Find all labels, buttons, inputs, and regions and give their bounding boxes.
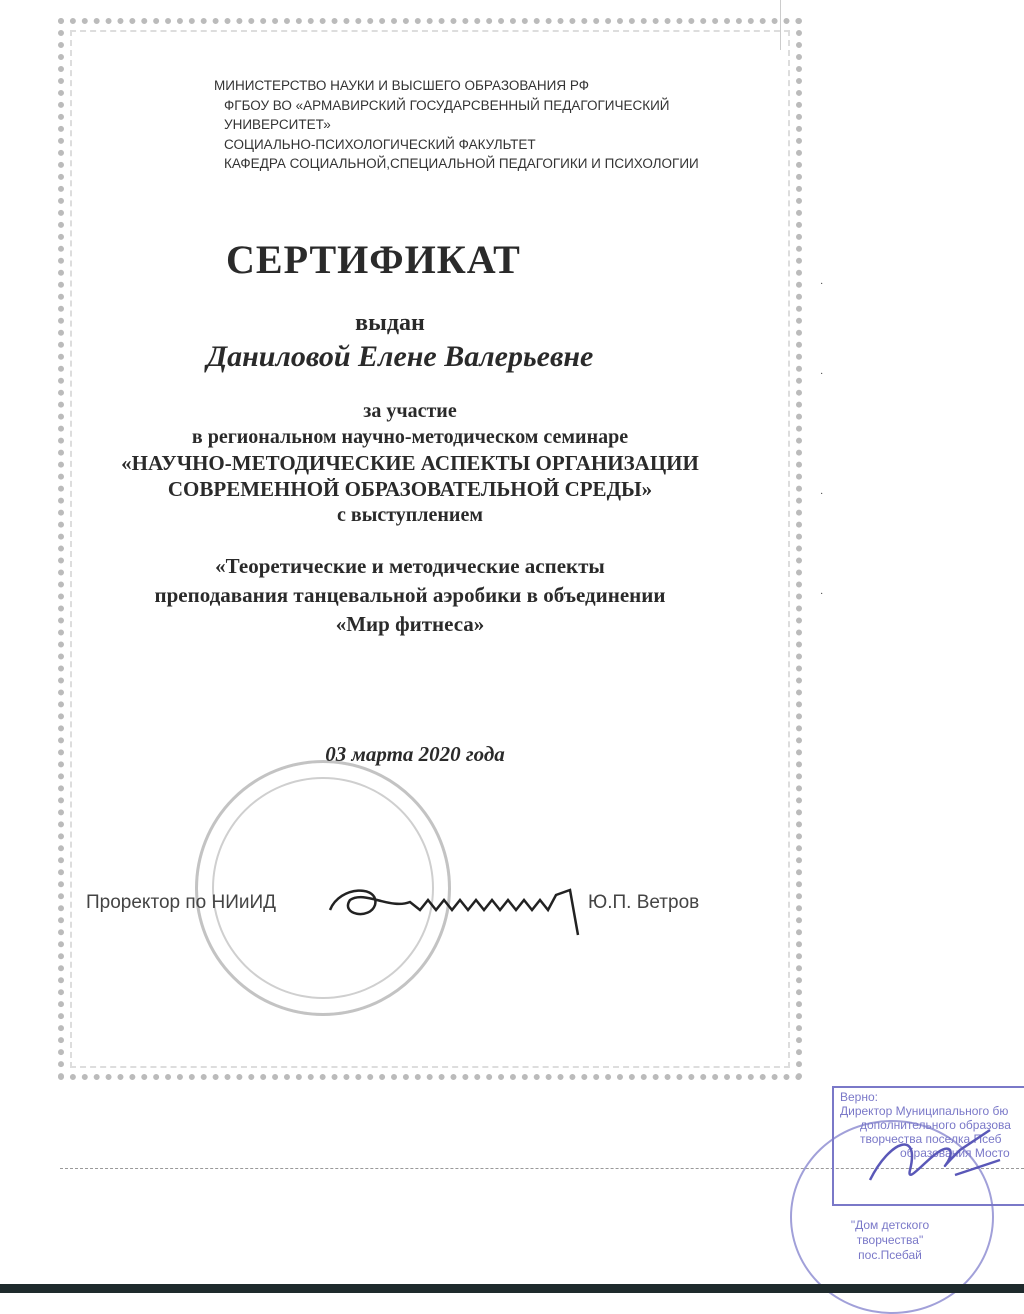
scan-specks: · · · · [820,279,824,600]
body-line: СОВРЕМЕННОЙ ОБРАЗОВАТЕЛЬНОЙ СРЕДЫ» [167,477,653,501]
header-line: МИНИСТЕРСТВО НАУКИ И ВЫСШЕГО ОБРАЗОВАНИЯ РФ [214,78,590,93]
body-line: в региональном научно-методическом семинаре [191,426,629,448]
round-stamp-line: творчества" [856,1233,924,1247]
stamp-line: дополнительного образова [860,1118,1011,1132]
certificate-body [80,398,740,528]
header-line: СОЦИАЛЬНО-ПСИХОЛОГИЧЕСКИЙ ФАКУЛЬТЕТ [224,136,536,152]
stamp-line: образования Мосто [900,1146,1010,1160]
viewer-bottom-bar [0,1284,1024,1293]
round-stamp-text [845,1218,935,1263]
stamp-line: Верно: [840,1090,878,1104]
signature [320,880,590,940]
issuer-header [214,76,699,174]
presentation-theme [80,552,740,639]
theme-line: преподавания танцевальной аэробики в объединении [154,583,666,607]
issued-label: выдан [355,310,425,336]
header-line: ФГБОУ ВО «АРМАВИРСКИЙ ГОСУДАРСВЕННЫЙ ПЕДАГОГИЧЕСКИЙ [224,97,670,113]
recipient-name: Даниловой Елене Валерьевне [206,340,594,373]
body-line: за участие [363,400,457,422]
round-stamp-line: "Дом детского [850,1218,930,1232]
certifier-signature [860,1120,1010,1200]
signatory-name: Ю.П. Ветров [588,892,700,913]
body-line: «НАУЧНО-МЕТОДИЧЕСКИЕ АСПЕКТЫ ОРГАНИЗАЦИИ [121,451,699,475]
body-line: с выступлением [337,504,483,526]
header-line: КАФЕДРА СОЦИАЛЬНОЙ,СПЕЦИАЛЬНОЙ ПЕДАГОГИКИ И ПСИХОЛОГИИ [224,156,699,171]
theme-line: «Мир фитнеса» [335,612,485,636]
certificate-date: 03 марта 2020 года [325,742,505,766]
round-stamp-line: пос.Псебай [858,1248,922,1262]
signatory-title: Проректор по НИиИД [86,892,276,913]
certificate-title: СЕРТИФИКАТ [226,237,521,282]
stamp-line: Директор Муниципального бю [840,1104,1009,1118]
header-line: УНИВЕРСИТЕТ» [224,117,331,132]
stamp-line: творчества поселка Псеб [860,1132,1002,1146]
theme-line: «Теоретические и методические аспекты [215,554,605,578]
